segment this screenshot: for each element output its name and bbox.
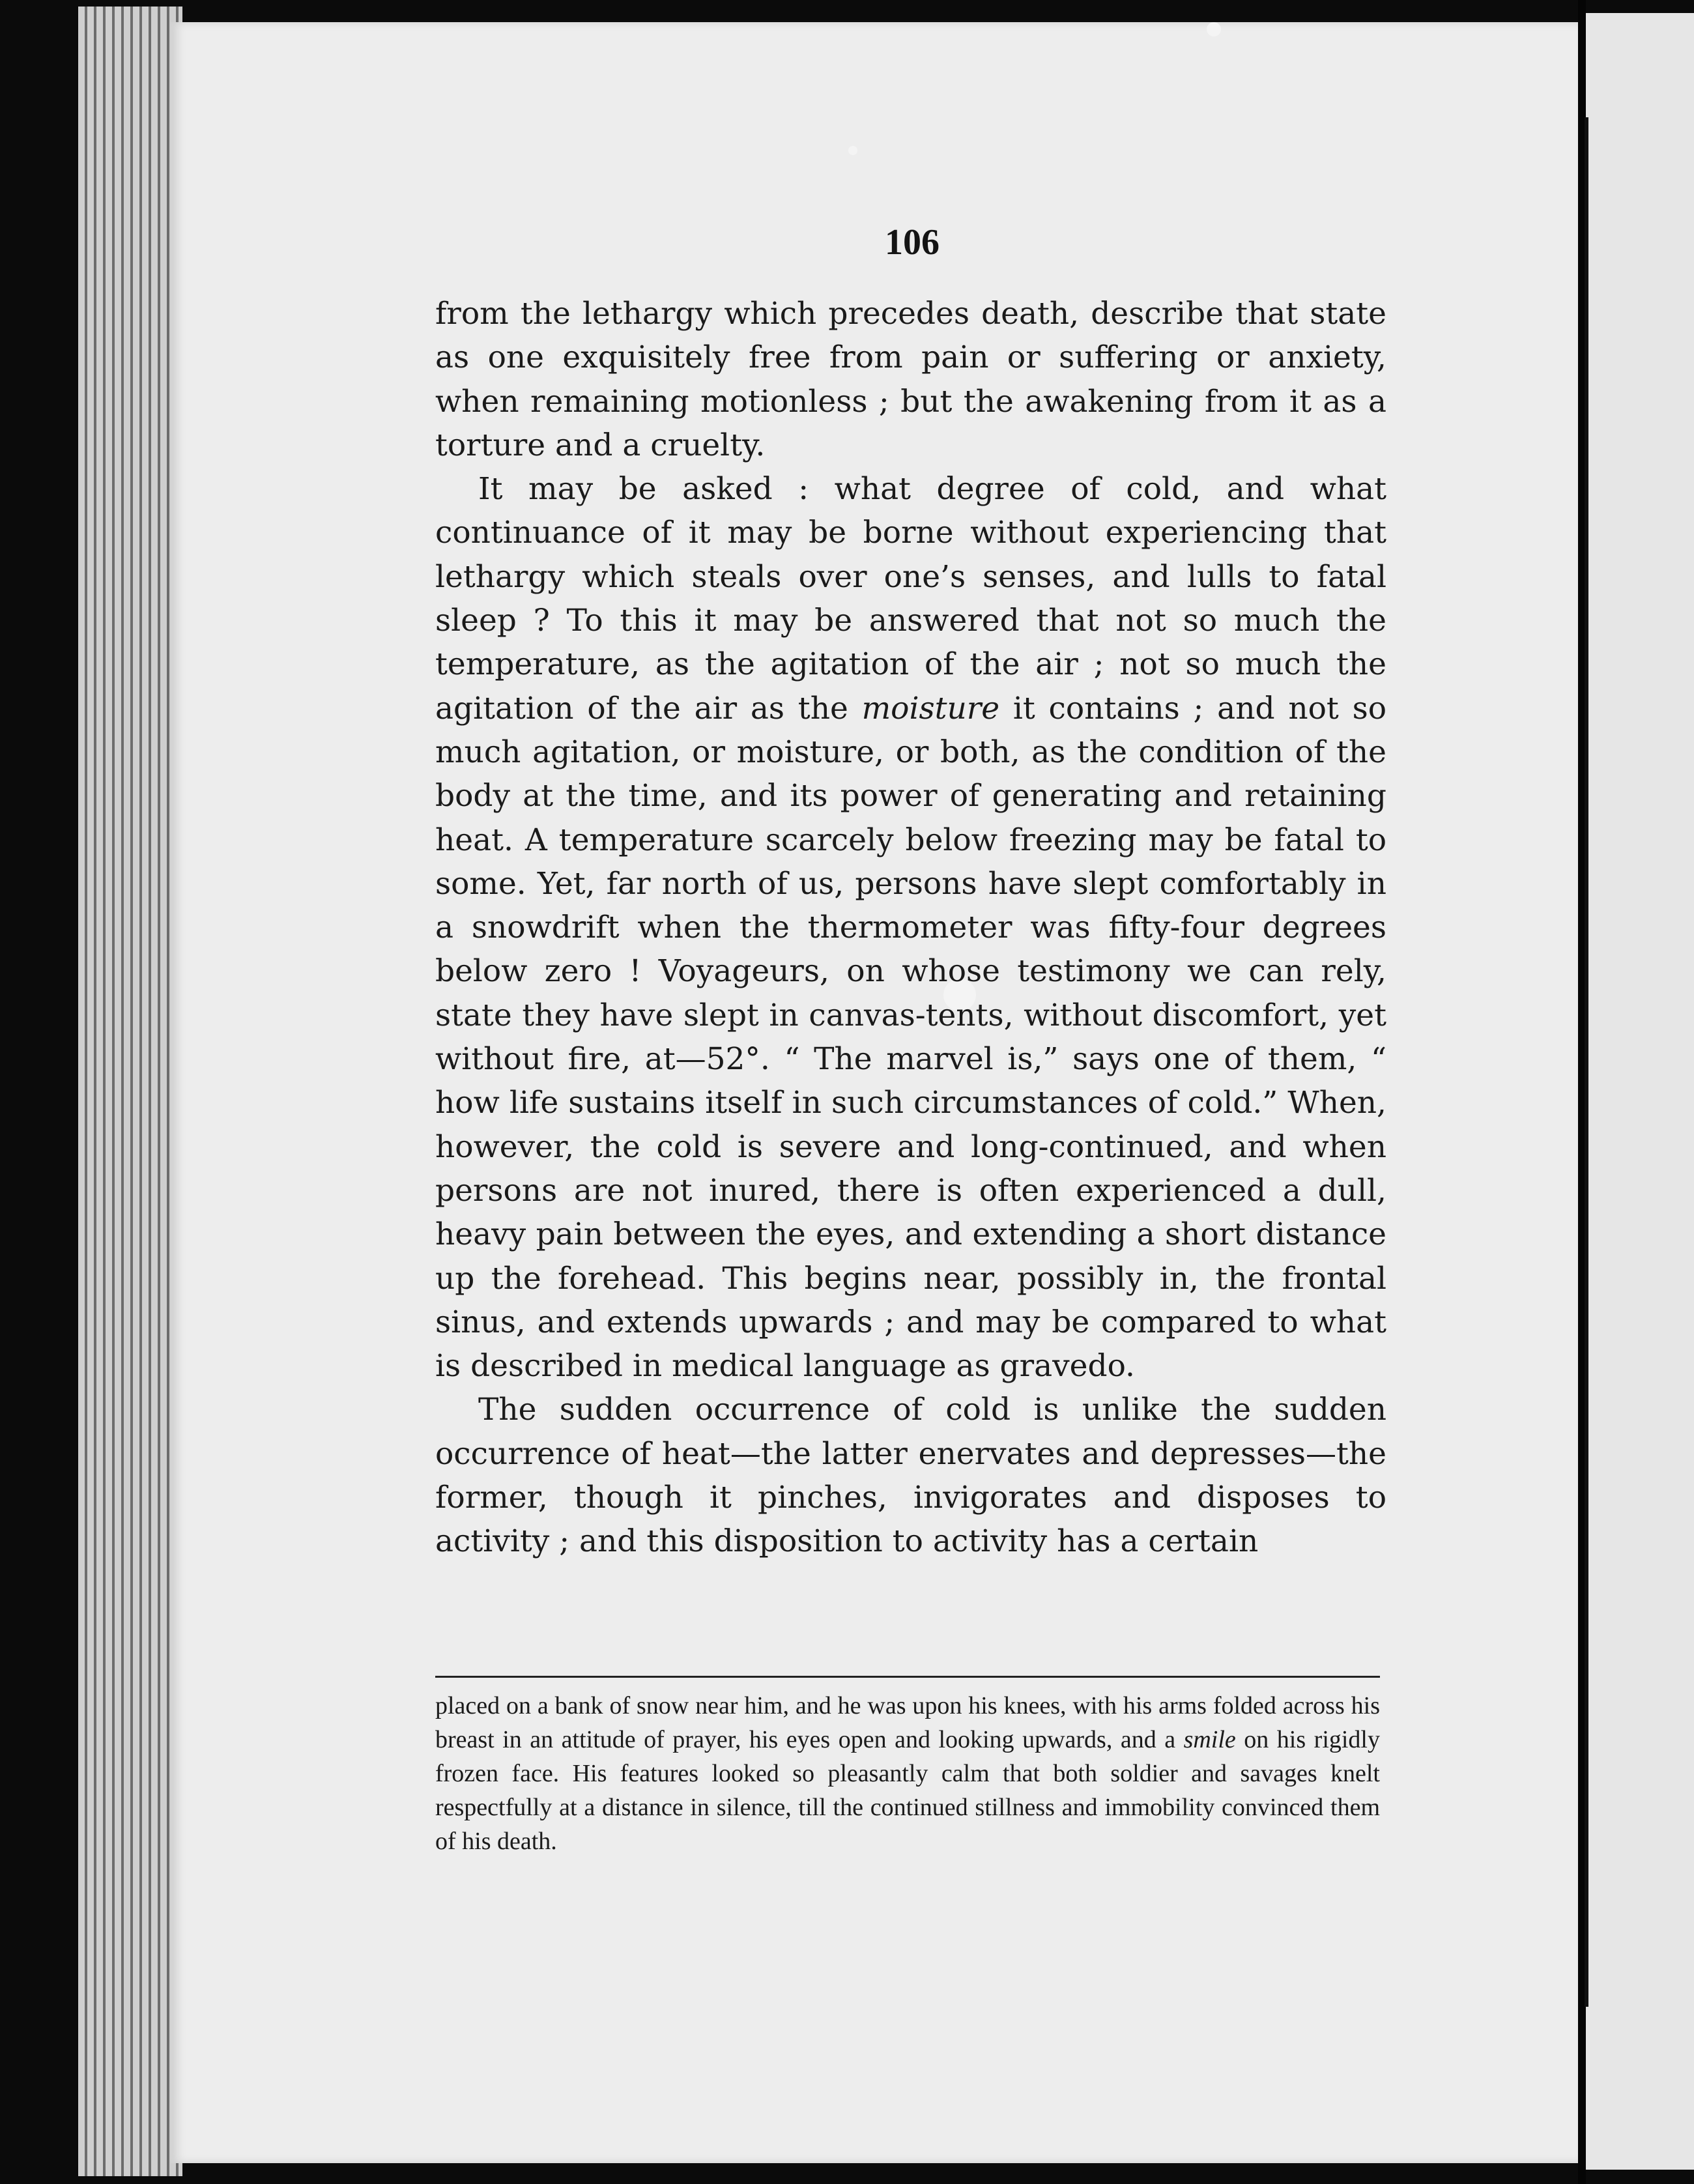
- footnote-emphasis: smile: [1183, 1726, 1236, 1753]
- footnote-part-1: placed on a bank of snow near him, and he was upon his knees, with his arms folded across his breast in an attitude of prayer, his eyes open and looking upwards, and a: [435, 1692, 1380, 1753]
- facing-page-border: [1585, 117, 1588, 2007]
- page-number: 106: [885, 222, 940, 263]
- paragraph-2-emphasis: moisture: [861, 690, 1000, 726]
- paragraph-2-part-1: It may be asked : what degree of cold, and what continuance of it may be borne without experiencing that lethargy which steals over one’s senses, and lulls to fatal sleep ? To this it may be answered that not so much the temperature, as the agitation of the air ; not so much the agitation of the air as the: [435, 471, 1386, 726]
- scan-speck: [1207, 22, 1221, 36]
- footnote-text: [435, 1689, 1380, 1858]
- body-text: [435, 292, 1386, 1564]
- footnote: [435, 1689, 1380, 1858]
- paragraph-2: [435, 467, 1386, 1388]
- facing-page-edge: [1586, 13, 1694, 2170]
- paragraph-1: from the lethargy which precedes death, describe that state as one exquisitely free from pain or suffering or anxiety, when remaining motionless ; but the awakening from it as a torture and a cruelty.: [435, 296, 1386, 463]
- page-edges: [78, 7, 182, 2176]
- scan-speck: [848, 146, 857, 155]
- paragraph-3: The sudden occurrence of cold is unlike the sudden occurrence of heat—the latter enervates and depresses—the former, though it pinches, invigorates and disposes to activity ; and this disposition to activity has a certain: [435, 1392, 1386, 1560]
- footnote-rule: [435, 1676, 1380, 1678]
- footnote-part-2: on his rigidly frozen face. His features looked so pleasantly calm that both soldier and savages knelt respectfully at a distance in silence, till the continued stillness and immobility convinced them of his death.: [435, 1726, 1380, 1855]
- paragraph-2-part-2: it contains ; and not so much agitation, or moisture, or both, as the condition of the body at the time, and its power of generating and retaining heat. A temperature scarcely below freezing may be fatal to some. Yet, far north of us, persons have slept comfortably in a snowdrift when the thermometer was fifty-four degrees below zero ! Voyageurs, on whose testimony we can rely, state they have slept in canvas-tents, without discomfort, yet without fire, at—52°. “ The marvel is,” says one of them, “ how life sustains itself in such circumstances of cold.” When, however, the cold is severe and long-continued, and when persons are not inured, there is often experienced a dull, heavy pain between the eyes, and extending a short distance up the forehead. This begins near, possibly in, the frontal sinus, and extends upwards ; and may be compared to what is described in medical language as gravedo.: [435, 690, 1387, 1385]
